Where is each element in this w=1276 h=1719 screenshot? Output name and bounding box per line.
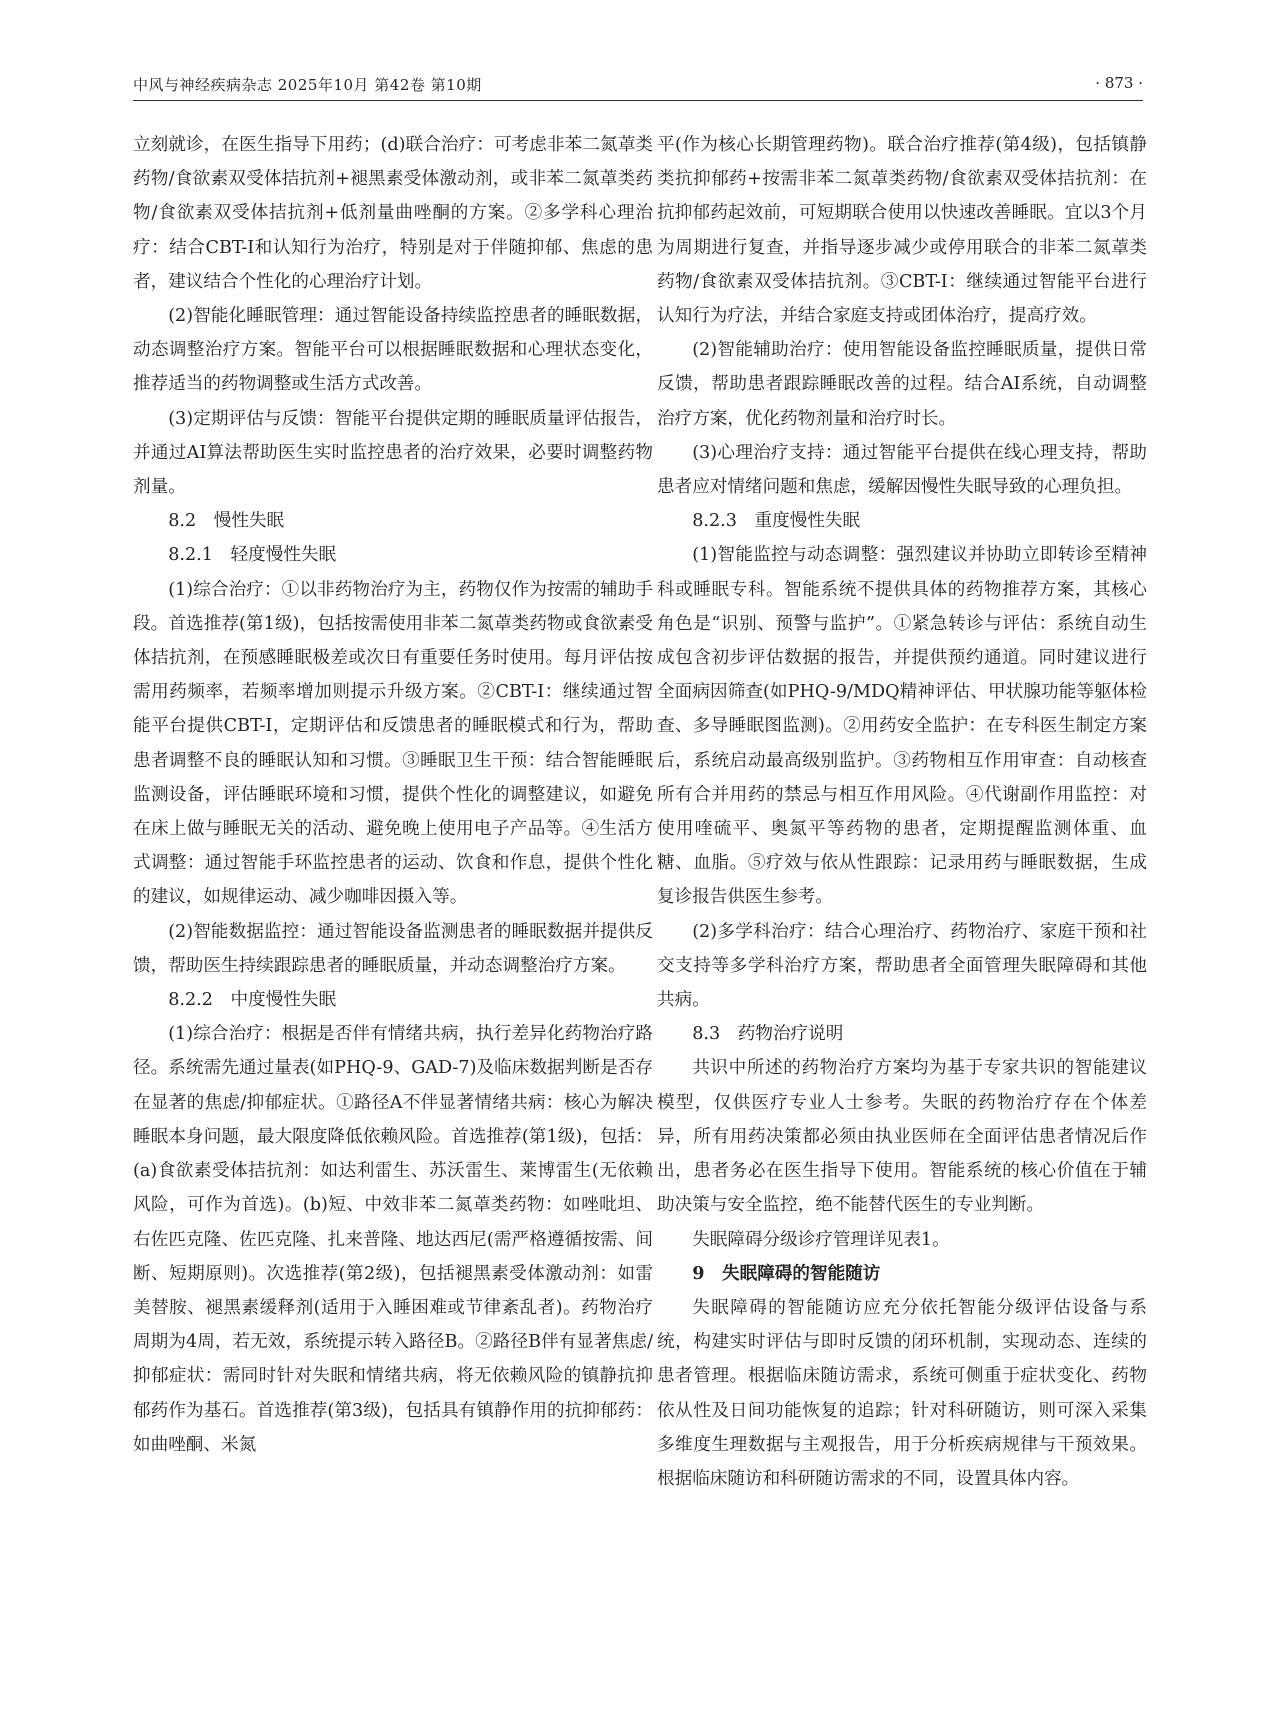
paragraph: 平(作为核心长期管理药物)。联合治疗推荐(第4级)，包括镇静类抗抑郁药+按需非苯二氮䓬类药物/食欲素双受体拮抗剂：在抗抑郁药起效前，可短期联合使用以快速改善睡眠。宜以3个月为周期进行复查，并指导逐步减少或停用联合的非苯二氮䓬类药物/食欲素双受体拮抗剂。③CBT-I：继续通过智能平台进行认知行为疗法，并结合家庭支持或团体治疗，提高疗效。	[657, 135, 1147, 327]
paragraph: 失眠障碍分级诊疗管理详见表1。	[692, 1229, 950, 1250]
right-column	[657, 128, 1147, 1496]
journal-info: 中风与神经疾病杂志 2025年10月 第42卷 第10期	[133, 76, 482, 94]
paragraph: 失眠障碍的智能随访应充分依托智能分级评估设备与系统，构建实时评估与即时反馈的闭环机制，实现动态、连续的患者管理。根据临床随访需求，系统可侧重于症状变化、药物依从性及日间功能恢复的追踪；针对科研随访，则可深入采集多维度生理数据与主观报告，用于分析疾病规律与干预效果。根据临床随访和科研随访需求的不同，设置具体内容。	[657, 1297, 1147, 1489]
paragraph: (2)多学科治疗：结合心理治疗、药物治疗、家庭干预和社交支持等多学科治疗方案，帮助患者全面管理失眠障碍和其他共病。	[657, 921, 1147, 1011]
section-heading: 9 失眠障碍的智能随访	[692, 1262, 881, 1284]
paragraph: 立刻就诊，在医生指导下用药；(d)联合治疗：可考虑非苯二氮䓬类药物/食欲素双受体拮抗剂+褪黑素受体激动剂，或非苯二氮䓬类药物/食欲素双受体拮抗剂+低剂量曲唑酮的方案。②多学科心理治疗：结合CBT-I和认知行为治疗，特别是对于伴随抑郁、焦虑的患者，建议结合个性化的心理治疗计划。	[133, 135, 653, 292]
section-heading: 8.3 药物治疗说明	[692, 1024, 844, 1045]
paragraph: (2)智能化睡眠管理：通过智能设备持续监控患者的睡眠数据，动态调整治疗方案。智能平台可以根据睡眠数据和心理状态变化，推荐适当的药物调整或生活方式改善。	[133, 306, 653, 395]
left-column	[133, 128, 653, 1462]
paragraph: (3)心理治疗支持：通过智能平台提供在线心理支持，帮助患者应对情绪问题和焦虑，缓解因慢性失眠导致的心理负担。	[657, 442, 1147, 498]
section-heading: 8.2.3 重度慢性失眠	[692, 511, 861, 532]
section-heading: 8.2.2 中度慢性失眠	[168, 990, 337, 1011]
section-heading: 8.2 慢性失眠	[168, 511, 285, 532]
paragraph: (1)综合治疗：①以非药物治疗为主，药物仅作为按需的辅助手段。首选推荐(第1级)，包括按需使用非苯二氮䓬类药物或食欲素受体拮抗剂，在预感睡眠极差或次日有重要任务时使用。每月评估按需用药频率，若频率增加则提示升级方案。②CBT-I：继续通过智能平台提供CBT-I，定期评估和反馈患者的睡眠模式和行为，帮助患者调整不良的睡眠认知和习惯。③睡眠卫生干预：结合智能睡眠监测设备，评估睡眠环境和习惯，提供个性化的调整建议，如避免在床上做与睡眠无关的活动、避免晚上使用电子产品等。④生活方式调整：通过智能手环监控患者的运动、饮食和作息，提供个性化的建议，如规律运动、减少咖啡因摄入等。	[133, 579, 653, 908]
paragraph: 共识中所述的药物治疗方案均为基于专家共识的智能建议模型，仅供医疗专业人士参考。失眠的药物治疗存在个体差异，所有用药决策都必须由执业医师在全面评估患者情况后作出，患者务必在医生指导下使用。智能系统的核心价值在于辅助决策与安全监控，绝不能替代医生的专业判断。	[657, 1058, 1147, 1216]
paragraph: (3)定期评估与反馈：智能平台提供定期的睡眠质量评估报告，并通过AI算法帮助医生实时监控患者的治疗效果，必要时调整药物剂量。	[133, 408, 653, 498]
paragraph: (2)智能数据监控：通过智能设备监测患者的睡眠数据并提供反馈，帮助医生持续跟踪患者的睡眠质量，并动态调整治疗方案。	[133, 921, 653, 976]
paragraph: (1)智能监控与动态调整：强烈建议并协助立即转诊至精神科或睡眠专科。智能系统不提供具体的药物推荐方案，其核心角色是“识别、预警与监护”。①紧急转诊与评估：系统自动生成包含初步评估数据的报告，并提供预约通道。同时建议进行全面病因筛查(如PHQ-9/MDQ精神评估、甲状腺功能等躯体检查、多导睡眠图监测)。②用药安全监护：在专科医生制定方案后，系统启动最高级别监护。③药物相互作用审查：自动核查所有合并用药的禁忌与相互作用风险。④代谢副作用监控：对使用喹硫平、奥氮平等药物的患者，定期提醒监测体重、血糖、血脂。⑤疗效与依从性跟踪：记录用药与睡眠数据，生成复诊报告供医生参考。	[657, 545, 1147, 908]
paragraph: (1)综合治疗：根据是否伴有情绪共病，执行差异化药物治疗路径。系统需先通过量表(如PHQ-9、GAD-7)及临床数据判断是否存在显著的焦虑/抑郁症状。①路径A不伴显著情绪共病：核心为解决睡眠本身问题，最大限度降低依赖风险。首选推荐(第1级)，包括：(a)食欲素受体拮抗剂：如达利雷生、苏沃雷生、莱博雷生(无依赖风险，可作为首选)。(b)短、中效非苯二氮䓬类药物：如唑吡坦、右佐匹克隆、佐匹克隆、扎来普隆、地达西尼(需严格遵循按需、间断、短期原则)。次选推荐(第2级)，包括褪黑素受体激动剂：如雷美替胺、褪黑素缓释剂(适用于入睡困难或节律紊乱者)。药物治疗周期为4周，若无效，系统提示转入路径B。②路径B伴有显著焦虑/抑郁症状：需同时针对失眠和情绪共病，将无依赖风险的镇静抗抑郁药作为基石。首选推荐(第3级)，包括具有镇静作用的抗抑郁药：如曲唑酮、米氮	[133, 1024, 653, 1455]
running-header	[133, 74, 1143, 101]
section-heading: 8.2.1 轻度慢性失眠	[168, 545, 337, 566]
page-number: · 873 ·	[1095, 74, 1143, 92]
paragraph: (2)智能辅助治疗：使用智能设备监控睡眠质量，提供日常反馈，帮助患者跟踪睡眠改善的过程。结合AI系统，自动调整治疗方案，优化药物剂量和治疗时长。	[657, 340, 1147, 429]
